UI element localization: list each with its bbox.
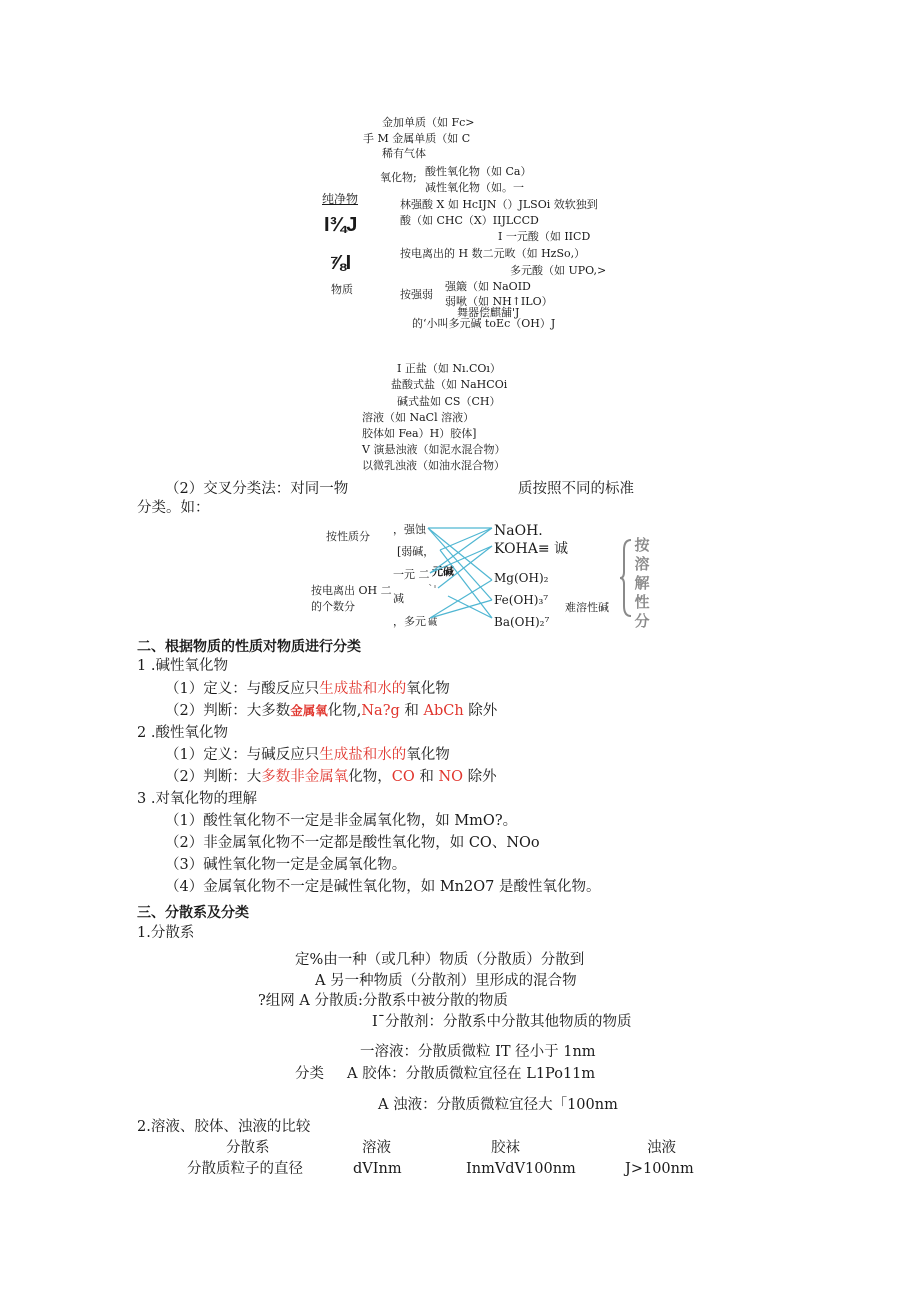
- tree-line: 林强酸 X 如 HcIJN（）JLSOi 效软独到: [400, 198, 598, 211]
- paragraph: （1）酸性氧化物不一定是非金属氧化物，如 MmO?。: [165, 813, 518, 829]
- tree-line: 金加单质（如 Fc>: [382, 116, 475, 129]
- category-label: ，强蚀: [393, 523, 426, 536]
- connector-lines: [420, 518, 500, 628]
- paragraph: 分类。如：: [137, 500, 210, 516]
- base-item: Mg(OH)₂: [494, 571, 549, 585]
- criterion-label: 的个数分: [311, 600, 355, 613]
- category-label: [弱碱，: [397, 545, 435, 558]
- base-item: KOHA≡ 诚: [494, 541, 569, 557]
- category-label: 减: [393, 592, 404, 605]
- matter-label: 物质: [331, 283, 353, 296]
- subsection-title: 3 .对氧化物的理解: [137, 791, 257, 807]
- paragraph: （2）非金属氧化物不一定都是酸性氧化物，如 CO、NOo: [165, 835, 540, 851]
- section-title: 三、分散系及分类: [137, 904, 249, 920]
- tree-line: I 一元酸（如 IICD: [498, 230, 591, 243]
- brace-icon: [619, 538, 633, 618]
- paragraph: （3）碱性氧化物一定是金属氧化物。: [165, 857, 407, 873]
- paragraph: （2）交叉分类法：对同一物: [165, 481, 349, 497]
- tree-line: 舞器偿麒舗'J: [457, 306, 520, 319]
- criterion-label: 按性质分: [326, 530, 370, 543]
- paragraph: （2）判断：大多数非金属氧化物，CO 和 NO 除外: [165, 769, 497, 785]
- tree-line: 以微乳浊液（如油水混合物）: [362, 459, 505, 472]
- tree-line: V 演悬浊液（如泥水混合物）: [362, 443, 506, 456]
- tree-line: 碱式盐如 CS（CH）: [397, 395, 501, 408]
- definition-line: A 另一种物质（分散剂）里形成的混合物: [315, 973, 577, 989]
- subsection-title: 1.分散系: [137, 925, 195, 941]
- category-label: 碱: [428, 618, 438, 628]
- subsection-title: 2.溶液、胶体、浊液的比较: [137, 1119, 311, 1135]
- table-header: 浊液: [647, 1140, 676, 1156]
- tree-line: 酸（如 CHC（X）IIJLCCD: [400, 214, 539, 227]
- category-label: ，多元: [393, 615, 426, 628]
- tree-line: 稀有气体: [382, 147, 426, 160]
- tree-line: 氧化物;: [380, 171, 417, 184]
- definition-line: 定%由一种（或几种）物质（分散质）分散到: [295, 952, 585, 968]
- section-title: 二、根据物质的性质对物质进行分类: [137, 638, 361, 654]
- table-cell: InmVdV100nm: [466, 1161, 576, 1177]
- garbled-heading: ⅞I: [329, 252, 352, 274]
- paragraph: （2）判断：大多数金属氧化物,Na?g 和 AbCh 除外: [165, 703, 498, 719]
- table-cell: J>100nm: [625, 1161, 694, 1177]
- solubility-criterion-label: 按溶解性分: [634, 536, 650, 630]
- tree-line: 多元酸（如 UPO,>: [510, 264, 607, 277]
- tree-line: 的‘小叫多元碱 toEc（OH）J: [412, 317, 556, 330]
- category-label: `': [428, 583, 437, 596]
- definition-line: Iˉ分散剂：分散系中分散其他物质的物质: [372, 1014, 632, 1030]
- tree-line: 按强弱: [400, 288, 433, 301]
- classification-line: A 浊液：分散质微粒宜径大「100nm: [378, 1097, 618, 1113]
- criterion-label: 按电离出 OH 二: [311, 584, 392, 597]
- tree-line: 弱啾（如 NH↑ILO）: [445, 295, 553, 308]
- table-header: 分散系: [226, 1140, 270, 1156]
- table-cell: 分散质粒子的直径: [187, 1161, 303, 1177]
- table-header: 胶袜: [491, 1140, 520, 1156]
- garbled-heading: I¾J: [324, 214, 358, 236]
- definition-line: ?组网 A 分散质:分散系中被分散的物质: [258, 993, 508, 1009]
- paragraph: （1）定义：与碱反应只生成盐和水的氧化物: [165, 747, 450, 763]
- tree-line: I 正盐（如 Nı.COı）: [397, 362, 501, 375]
- category-label: 元碱: [432, 565, 454, 578]
- classification-line: A 胶体：分散质微粒宜径在 L1Po11m: [347, 1066, 596, 1082]
- tree-line: 强簸（如 NaOID: [445, 280, 531, 293]
- category-label: 一元 二: [393, 568, 430, 581]
- tree-line: 手 M 金属单质（如 C: [363, 132, 471, 145]
- table-header: 溶液: [362, 1140, 391, 1156]
- tree-line: 按电离出的 H 数二元畋（如 HzSo,）: [400, 247, 586, 260]
- classification-line: 一溶液：分散质微粒 IT 径小于 1nm: [360, 1044, 596, 1060]
- table-cell: dVInm: [353, 1161, 402, 1177]
- subsection-title: 2 .酸性氧化物: [137, 725, 228, 741]
- tree-line: 盐酸式盐（如 NaHCOi: [391, 378, 508, 391]
- classification-label: 分类: [295, 1066, 324, 1082]
- paragraph: （1）定义：与酸反应只生成盐和水的氧化物: [165, 681, 450, 697]
- tree-line: 酸性氧化物（如 Ca）: [425, 165, 532, 178]
- base-item: Fe(OH)₃⁷: [494, 593, 549, 607]
- tree-line: 减性氧化物（如。一: [425, 181, 524, 194]
- paragraph: 质按照不同的标准: [518, 481, 634, 497]
- base-item: Ba(OH)₂⁷: [494, 615, 550, 629]
- paragraph: （4）金属氧化物不一定是碱性氧化物，如 Mn2O7 是酸性氧化物。: [165, 879, 601, 895]
- pure-substance-label: 纯净物: [322, 192, 359, 206]
- base-item: NaOH.: [494, 523, 543, 539]
- insoluble-base-label: 难溶性碱: [565, 601, 609, 614]
- subsection-title: 1 .碱性氧化物: [137, 658, 228, 674]
- tree-line: 胶体如 Fea）H）胶体]: [362, 427, 477, 440]
- tree-line: 溶液（如 NaCl 溶液）: [362, 411, 475, 424]
